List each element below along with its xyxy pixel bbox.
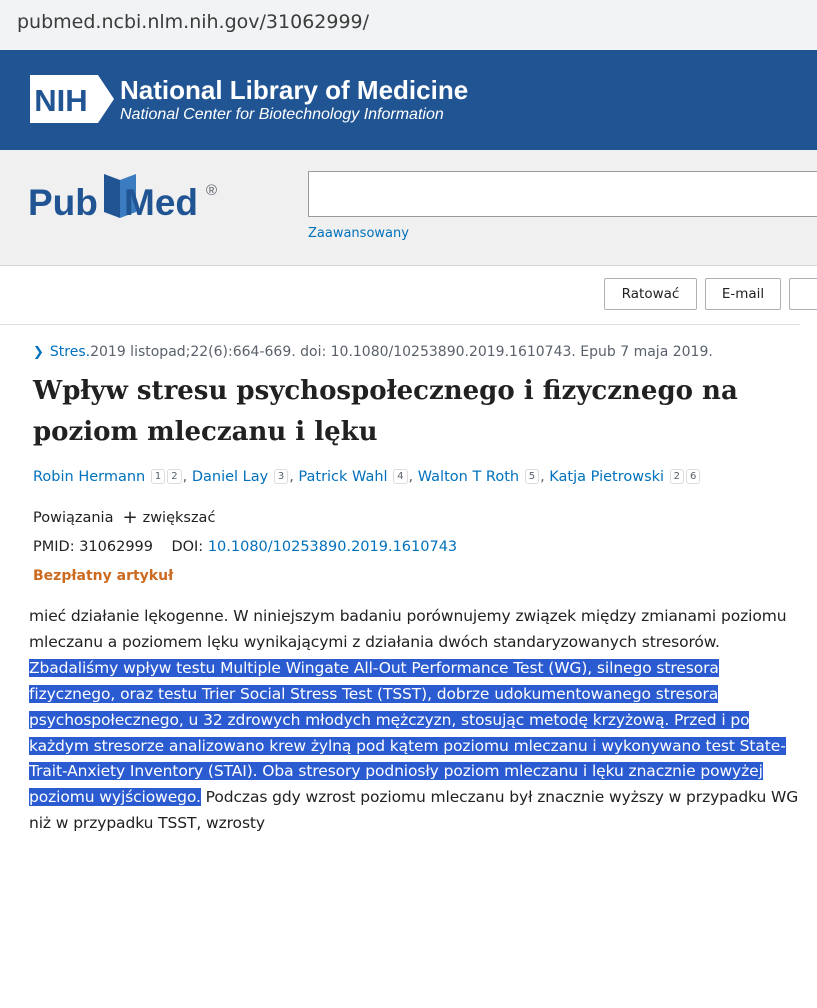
plus-icon: + [122,507,138,528]
author-link[interactable]: Daniel Lay [191,469,269,485]
affiliations-label: Powiązania [33,510,114,526]
pmid-label: PMID: [33,539,75,555]
author-list: Robin Hermann $^1$ $^2$ , Daniel Lay $^3$ , Patrick Wahl $^4$ , Walton T Roth $^5$ , Katja Pietrowski $^2$ $^6$ [33,469,701,485]
author-link[interactable]: Katja Pietrowski [549,469,665,485]
article-title: Wpływ stresu psychospołecznego i fizycznego na poziom mleczanu i lęku [33,376,738,447]
search-input[interactable] [308,171,817,217]
email-button[interactable]: E-mail [705,278,781,310]
abstract-selected-text[interactable]: Zbadaliśmy wpływ testu Multiple Wingate All-Out Performance Test (WG), silnego stresora fizycznego, oraz testu Trier Social Stress Test (TSST), dobrze udokumentowanego stresora psychospołecznego, u 32 zdrowych młodych mężczyzn, stosując metodę krzyżową. Przed i po każdym stresorze analizowano krew żylną pod kątem poziomu mleczanu i wykonywano test State-Trait-Anxiety Inventory (STAI). Oba stresory podniosły poziom mleczanu i lęku znacznie powyżej poziomu wyjściowego. [29,658,786,807]
nih-header [0,50,817,150]
abstract-text [29,604,809,837]
pubmed-logo-pub: Pub [28,182,98,223]
url-text[interactable]: pubmed.ncbi.nlm.nih.gov/31062999/ [17,11,370,33]
affiliation-ref[interactable]: 1 [151,469,165,484]
pubmed-logo-med: Med [124,182,198,223]
nih-logo-text: NIH [34,83,88,118]
doi-link[interactable]: 10.1080/10253890.2019.1610743 [207,539,458,555]
action-bar [0,266,800,325]
pmid-value: 31062999 [79,539,154,555]
abstract-after: Podczas gdy wzrost poziomu mleczanu był znacznie wyższy w przypadku WG niż w przypadku TSST, wzrosty [29,788,799,833]
nih-logo-icon[interactable] [28,73,116,125]
advanced-search-link[interactable]: Zaawansowany [308,226,409,241]
save-button[interactable]: Ratować [604,278,697,310]
affiliation-ref[interactable]: 2 [670,469,684,484]
author-link[interactable]: Patrick Wahl [298,469,388,485]
article-ids [33,539,457,555]
affiliation-ref[interactable]: 3 [274,469,288,484]
address-bar[interactable] [0,0,817,50]
doi-label: DOI: [171,539,204,555]
abstract-before: mieć działanie lękogenne. W niniejszym badaniu porównujemy związek między zmianami poziomu mleczanu a poziomem lęku wynikającymi z działania dwóch standaryzowanych stresorów. [29,607,787,651]
affiliation-ref[interactable]: 6 [686,469,700,484]
author-link[interactable]: Robin Hermann [33,469,146,485]
nih-title[interactable]: National Library of Medicine [120,75,469,105]
affiliation-ref[interactable]: 5 [525,469,539,484]
pubmed-logo-icon[interactable] [28,166,228,236]
citation-line [33,344,713,360]
author-link[interactable]: Walton T Roth [417,469,520,485]
affiliation-ref[interactable]: 2 [167,469,181,484]
search-band [0,150,817,266]
affiliations-row [33,507,216,528]
citation-details: 2019 listopad;22(6):664-669. doi: 10.1080/10253890.2019.1610743. Epub 7 maja 2019. [90,344,713,360]
registered-mark: ® [206,182,218,199]
expand-affiliations-button[interactable] [122,507,216,528]
chevron-right-icon[interactable]: ❯ [33,345,44,360]
nih-subtitle: National Center for Biotechnology Information [120,106,444,123]
expand-label: zwiększać [142,510,216,526]
more-actions-button[interactable] [789,278,817,310]
free-article-badge: Bezpłatny artykuł [33,568,174,584]
affiliation-ref[interactable]: 4 [393,469,407,484]
journal-link[interactable]: Stres. [49,344,91,360]
